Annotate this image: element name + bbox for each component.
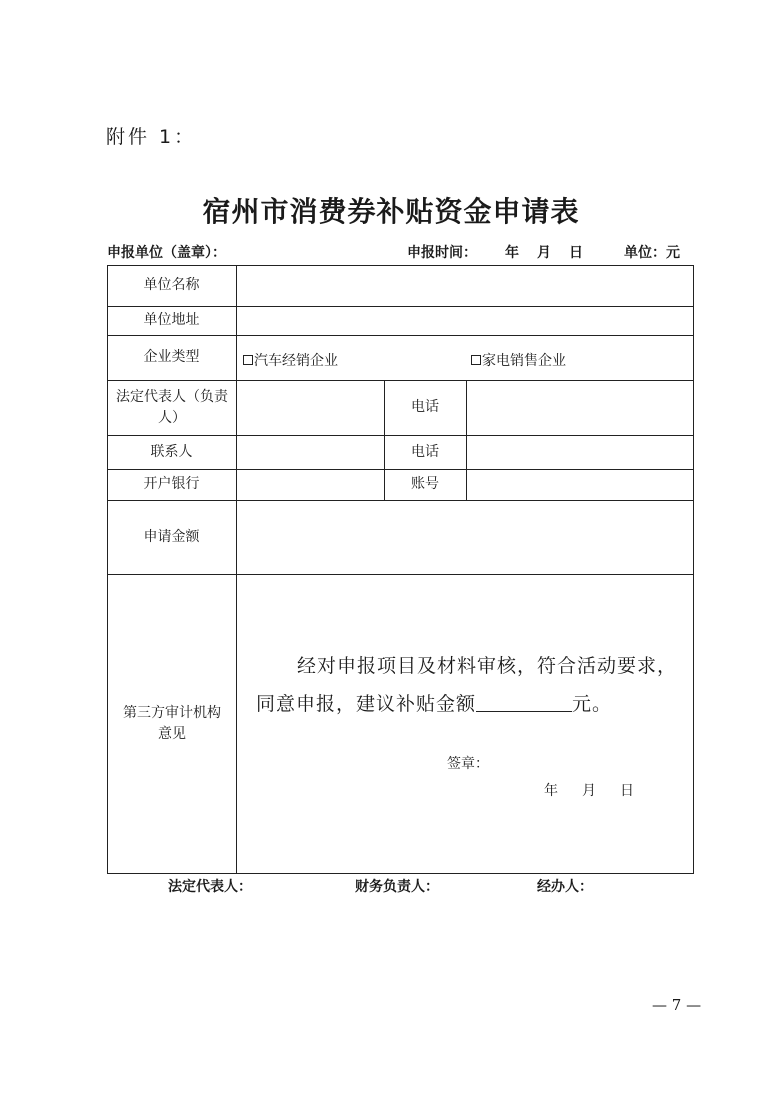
legal-rep-signature-label: 法定代表人： bbox=[168, 879, 252, 895]
amount-label: 申请金额 bbox=[143, 528, 200, 545]
document-title: 宿州市消费券补贴资金申请表 bbox=[202, 195, 580, 228]
subsidy-amount-blank[interactable] bbox=[476, 691, 572, 712]
contact-phone-label: 电话 bbox=[411, 443, 439, 460]
option-appliance-seller-label: 家电销售企业 bbox=[482, 353, 566, 369]
audit-opinion-label: 第三方审计机构意见 bbox=[123, 704, 221, 742]
checkbox-icon[interactable] bbox=[243, 355, 253, 365]
opinion-line2-text: 同意申报，建议补贴金额 bbox=[256, 693, 477, 715]
contact-label: 联系人 bbox=[150, 443, 193, 460]
legal-rep-field[interactable] bbox=[236, 380, 384, 435]
apply-time-label: 申报时间： bbox=[407, 245, 477, 261]
enterprise-type-label: 企业类型 bbox=[143, 349, 200, 365]
audit-date-year: 年 bbox=[544, 783, 558, 799]
legal-rep-phone-field[interactable] bbox=[466, 380, 694, 435]
currency-unit: 单位：元 bbox=[624, 245, 680, 261]
audit-date-month: 月 bbox=[582, 783, 596, 799]
header-year: 年 bbox=[505, 245, 519, 261]
unit-name-label: 单位名称 bbox=[143, 277, 200, 293]
contact-phone-field[interactable] bbox=[466, 435, 694, 469]
legal-rep-label: 法定代表人（负责人） bbox=[116, 389, 228, 426]
account-label: 账号 bbox=[411, 476, 439, 492]
page-number: — 7 — bbox=[652, 996, 702, 1014]
account-field[interactable] bbox=[466, 469, 694, 500]
legal-rep-phone-label: 电话 bbox=[411, 399, 439, 415]
handler-signature-label: 经办人： bbox=[537, 879, 593, 895]
finance-head-signature-label: 财务负责人： bbox=[355, 879, 439, 895]
contact-field[interactable] bbox=[236, 435, 384, 469]
unit-address-field[interactable] bbox=[236, 306, 694, 335]
seal-label: 签章： bbox=[447, 756, 489, 772]
attachment-label: 附件 1： bbox=[106, 126, 197, 148]
applicant-unit-label: 申报单位（盖章）： bbox=[107, 245, 226, 261]
audit-date-day: 日 bbox=[620, 783, 634, 799]
unit-address-label: 单位地址 bbox=[143, 312, 200, 328]
checkbox-icon[interactable] bbox=[471, 355, 481, 365]
opinion-line2-unit: 元。 bbox=[572, 693, 613, 715]
audit-opinion-line2 bbox=[256, 689, 612, 719]
bank-label: 开户银行 bbox=[143, 476, 200, 492]
bank-field[interactable] bbox=[236, 469, 384, 500]
header-month: 月 bbox=[537, 245, 551, 261]
option-appliance-seller[interactable] bbox=[471, 350, 566, 370]
header-day: 日 bbox=[569, 245, 583, 261]
audit-opinion-line1: 经对申报项目及材料审核，符合活动要求， bbox=[297, 655, 678, 677]
option-car-dealer[interactable] bbox=[243, 350, 338, 370]
option-car-dealer-label: 汽车经销企业 bbox=[254, 353, 338, 369]
amount-field[interactable] bbox=[236, 500, 694, 574]
application-form-table bbox=[107, 265, 694, 874]
unit-name-field[interactable] bbox=[236, 265, 694, 306]
